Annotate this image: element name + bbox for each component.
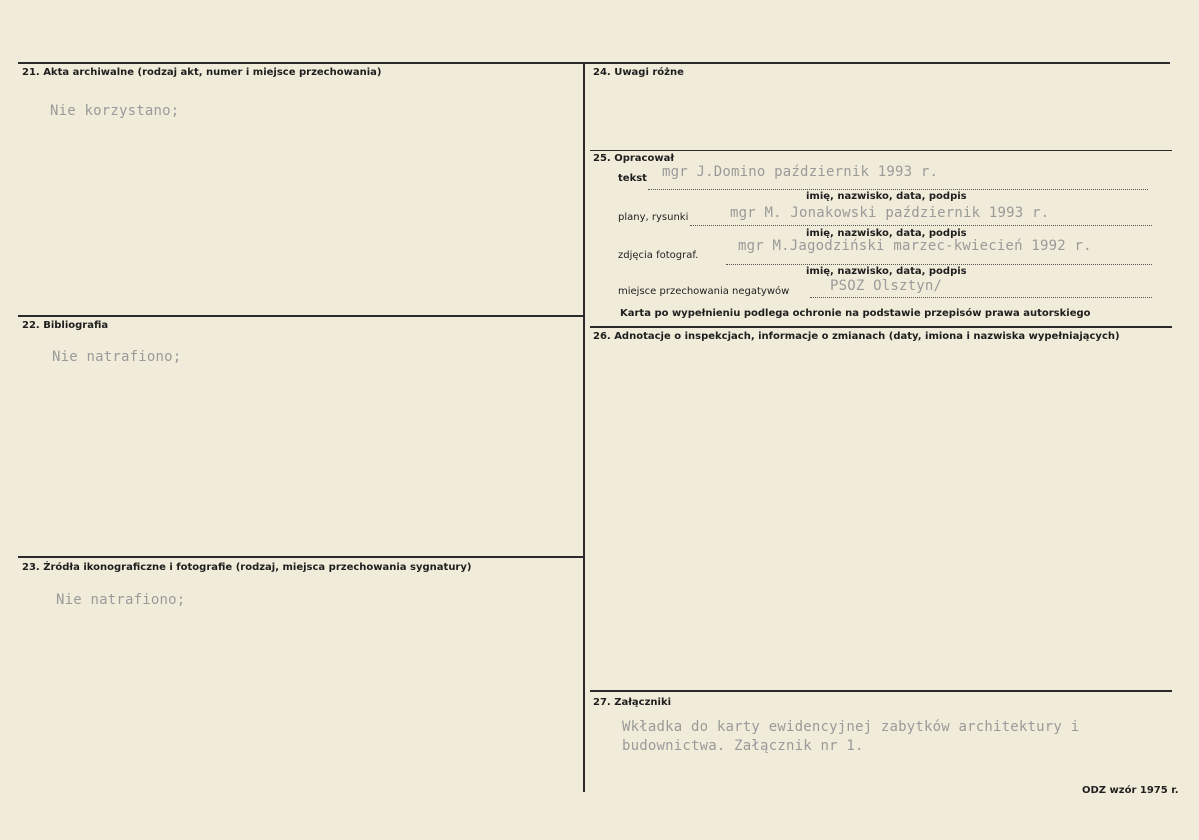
divider-26	[590, 326, 1172, 328]
zdjecia-line	[726, 264, 1152, 265]
section-25-label: 25. Opracował	[593, 153, 675, 164]
section-24-label: 24. Uwagi różne	[593, 67, 684, 78]
section-22-label: 22. Bibliografia	[22, 320, 109, 331]
section-22-value: Nie natrafiono;	[52, 349, 182, 365]
divider-25	[590, 150, 1172, 151]
plany-label: plany, rysunki	[618, 212, 689, 223]
section-27-value: Wkładka do karty ewidencyjnej zabytków architektury i budownictwa. Załącznik nr 1.	[622, 719, 1080, 754]
center-divider	[583, 62, 585, 792]
negatywy-value: PSOZ Olsztyn/	[830, 278, 943, 294]
tekst-caption: imię, nazwisko, data, podpis	[806, 191, 967, 202]
section-21-value: Nie korzystano;	[50, 103, 180, 119]
negatywy-label: miejsce przechowania negatywów	[618, 286, 790, 297]
section-27-label: 27. Załączniki	[593, 697, 672, 708]
zdjecia-caption: imię, nazwisko, data, podpis	[806, 266, 967, 277]
zdjecia-label: zdjęcia fotograf.	[618, 250, 699, 261]
section-23-value: Nie natrafiono;	[56, 592, 186, 608]
divider-27	[590, 690, 1172, 692]
copyright-note: Karta po wypełnieniu podlega ochronie na podstawie przepisów prawa autorskiego	[620, 308, 1091, 319]
tekst-label: tekst	[618, 173, 647, 184]
section-21-label: 21. Akta archiwalne (rodzaj akt, numer i miejsce przechowania)	[22, 67, 382, 78]
plany-caption: imię, nazwisko, data, podpis	[806, 228, 967, 239]
negatywy-line	[810, 297, 1152, 298]
divider-23	[18, 556, 584, 558]
top-border	[18, 62, 1170, 64]
tekst-line	[648, 189, 1148, 190]
divider-22	[18, 315, 584, 317]
zdjecia-value: mgr M.Jagodziński marzec-kwiecień 1992 r.	[738, 238, 1092, 254]
section-26-label: 26. Adnotacje o inspekcjach, informacje o zmianach (daty, imiona i nazwiska wypełniających)	[593, 331, 1120, 342]
tekst-value: mgr J.Domino październik 1993 r.	[662, 164, 939, 180]
plany-line	[690, 225, 1152, 226]
plany-value: mgr M. Jonakowski październik 1993 r.	[730, 205, 1050, 221]
form-edition: ODZ wzór 1975 r.	[1082, 785, 1179, 796]
section-23-label: 23. Źródła ikonograficzne i fotografie (rodzaj, miejsca przechowania sygnatury)	[22, 562, 472, 573]
